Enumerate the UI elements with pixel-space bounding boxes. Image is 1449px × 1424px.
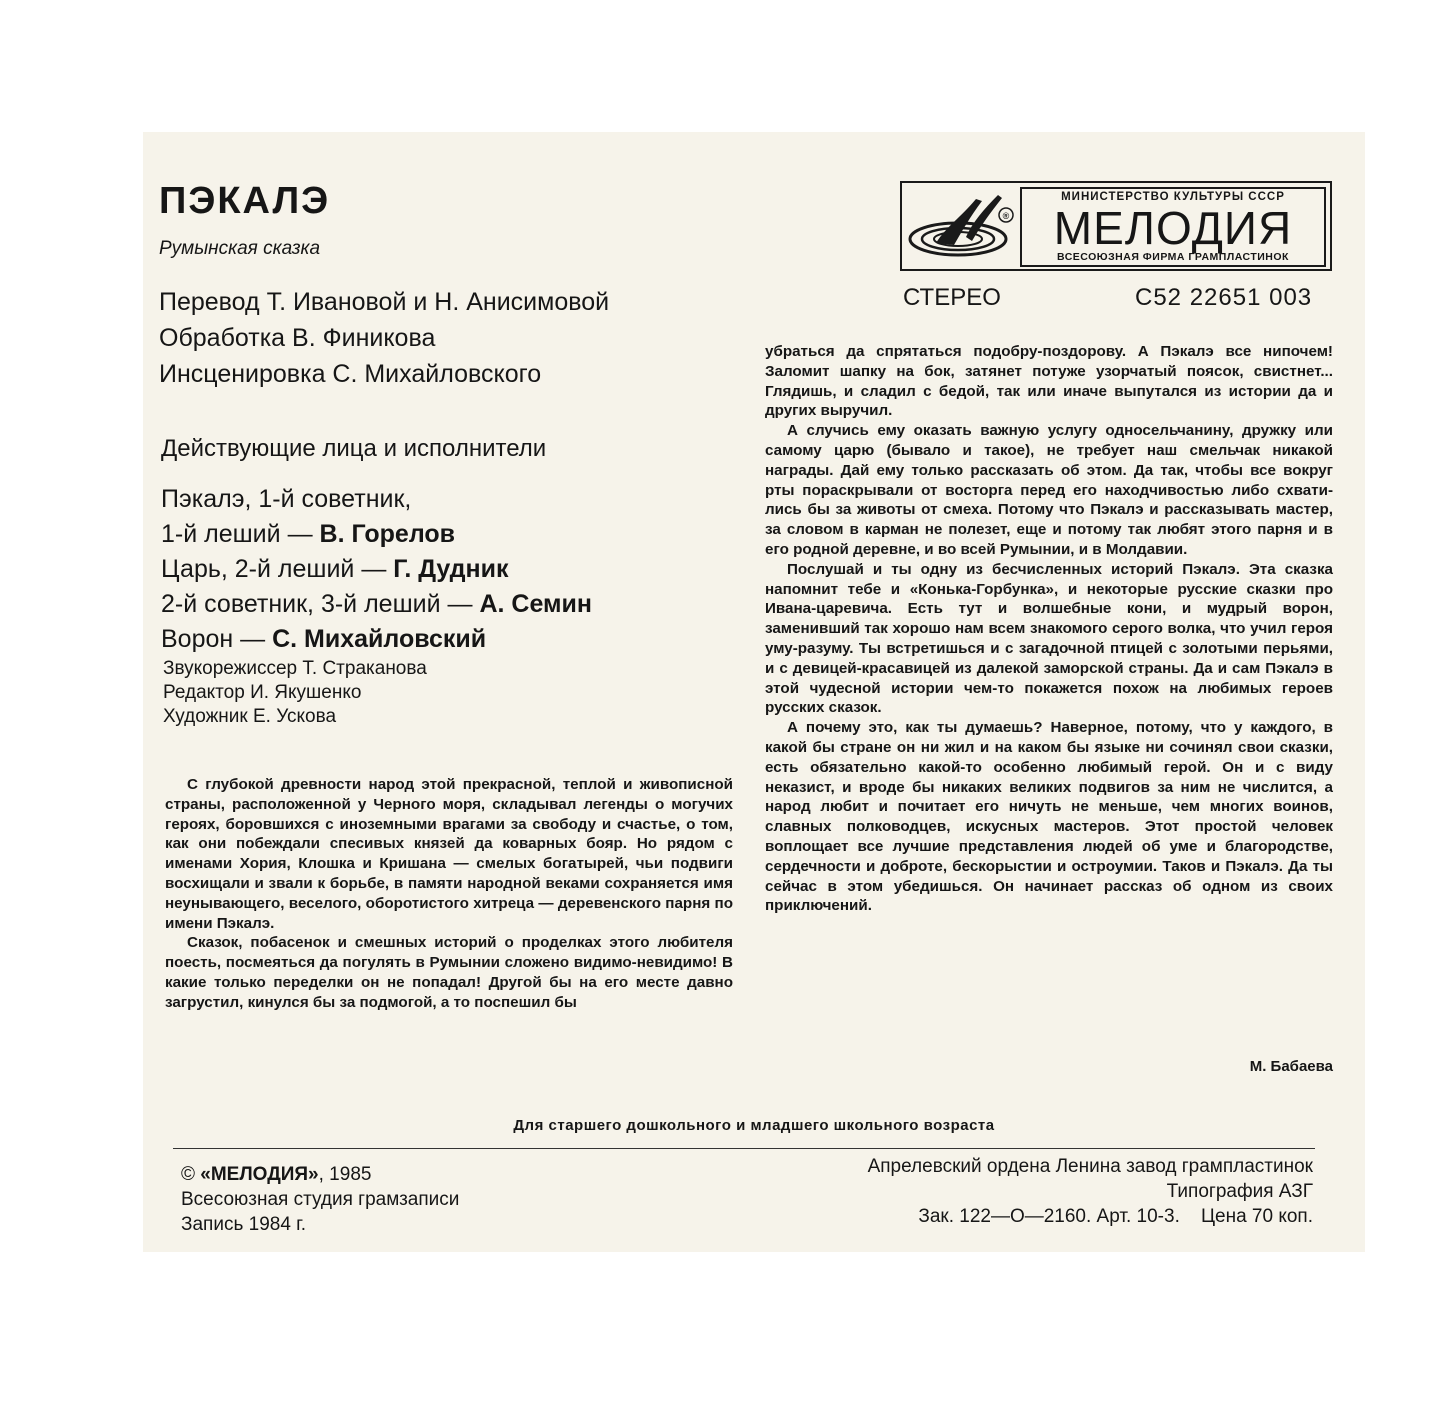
annotation-paragraph: А случись ему оказать важную услугу односельчанину, дружку или самому царю (бывало и такое), не требует наш смельчак никакой награды. Дай ему только рассказать об этом. Да так, чтобы все вокруг рты пораскрывали от восторга перед его находчивостью либо схватились бы за животы от смеха. Потому что Пэкалэ и рассказывать мастер, за словом в карман не полезет, еще и потому так любят этого парня и в его родной деревне, и во всей Румынии, и в Молдавии. xyxy=(765,422,1333,558)
melodiya-disc-icon xyxy=(906,187,1016,265)
credits-block xyxy=(159,284,609,392)
age-recommendation: Для старшего дошкольного и младшего школьного возраста xyxy=(513,1117,995,1134)
annotation-author: М. Бабаева xyxy=(1249,1058,1333,1075)
logo-text-box xyxy=(1020,187,1326,267)
cast-role: Царь, 2-й леший — xyxy=(161,555,394,583)
annotation-column-right xyxy=(765,342,1333,916)
registered-mark: ® xyxy=(1002,211,1010,221)
cast-role: Ворон — xyxy=(161,625,273,653)
logo-firm: ВСЕСОЮЗНАЯ ФИРМА ГРАМПЛАСТИНОК xyxy=(1057,251,1289,263)
footer-copyright xyxy=(181,1162,459,1237)
cast-line xyxy=(161,517,592,552)
cast-role: Пэкалэ, 1-й советник, xyxy=(161,485,412,513)
copyright-brand: «МЕЛОДИЯ» xyxy=(200,1164,319,1185)
annotation-paragraph: С глубокой древности народ этой прекрасной, теплой и живописной страны, расположенной у Черного моря, складывал легенды о могучих героях, боровшихся с иноземными врагами за свободу и счастье, о том, как они побеждали спесивых князей да коварных бояр. Но рядом с именами Хория, Клошка и Кришана — смелых богатырей, чьи подвиги восхищали и звали к борьбе, в памяти народной веками сохраняется имя неунывающего, веселого, оборотистого хитреца — деревенского парня по имени Пэкалэ. xyxy=(165,776,733,932)
cast-actor: Г. Дудник xyxy=(393,555,509,583)
crew-sound-engineer: Звукорежиссер Т. Страканова xyxy=(163,658,427,679)
recorded-line: Запись 1984 г. xyxy=(181,1214,307,1235)
logo-brand-name: МЕЛОДИЯ xyxy=(1053,202,1293,254)
footer-divider xyxy=(173,1148,1315,1149)
crew-list xyxy=(163,657,427,729)
annotation-paragraph: убраться да спрятаться подобру-поздорову. А Пэкалэ все нипочем! Заломит шапку на бок, затянет потуже узорчатый поясок, свистнет... Глядишь, и сладил с бедой, так или иначе выпутался из истории да и других выручил. xyxy=(765,343,1333,420)
cast-line xyxy=(161,552,592,587)
cast-actor: А. Семин xyxy=(479,590,593,618)
record-sleeve xyxy=(143,132,1365,1252)
cast-list xyxy=(161,482,592,657)
crew-artist: Художник Е. Ускова xyxy=(163,706,337,727)
cast-role: 1-й леший — xyxy=(161,520,320,548)
copyright-line xyxy=(181,1162,459,1187)
cast-heading: Действующие лица и исполнители xyxy=(161,435,547,462)
plant-line: Апрелевский ордена Ленина завод грампластинок xyxy=(867,1156,1313,1177)
annotation-column-left xyxy=(165,775,733,1013)
credit-translation: Перевод Т. Ивановой и Н. Анисимовой xyxy=(159,288,610,316)
annotation-paragraph: Сказок, побасенок и смешных историй о проделках этого любителя поесть, посмеяться да погулять в Румынии сложено видимо-невидимо! В какие только переделки он не попадал! Другой бы на его месте давно загрустил, кинулся бы за подмогой, а то поспешил бы xyxy=(165,934,733,1011)
stereo-label: СТЕРЕО xyxy=(903,284,1001,311)
credit-staging: Инсценировка С. Михайловского xyxy=(159,360,542,388)
cast-actor: С. Михайловский xyxy=(272,625,487,653)
record-title: ПЭКАЛЭ xyxy=(159,180,331,222)
logo-ministry: МИНИСТЕРСТВО КУЛЬТУРЫ СССР xyxy=(1061,191,1285,203)
annotation-paragraph: А почему это, как ты думаешь? Наверное, потому, что у каждого, в какой бы стране он ни жил и на каком бы языке ни сочинял свои сказки, есть обязательно какой-то особенно любимый герой. Он и с виду неказист, и вроде бы никаких великих подвигов за ним не числится, а народ любит и почитает его ничуть не меньше, чем многих воинов, славных полководцев, искусных мастеров. Этот простой человек воплощает все лучшие представления людей об уме и благородстве, сердечности и доброте, бескорыстии и остроумии. Таков и Пэкалэ. Да ты сейчас в этом убедишься. Он начинает рассказ об одном из своих приключений. xyxy=(765,719,1333,915)
cast-line xyxy=(161,622,592,657)
copyright-icon: © xyxy=(181,1164,195,1185)
studio-line: Всесоюзная студия грамзаписи xyxy=(181,1189,460,1210)
annotation-paragraph: Послушай и ты одну из бесчисленных историй Пэкалэ. Эта сказка напомнит тебе и «Конька-Горбунка», и некоторые русские сказки про Ивана-царевича. Есть тут и волшебные кони, и мудрый ворон, заменивший так хорошо нам всем знакомого серого волка, что учил героя уму-разуму. Ты встретишься и с загадочной птицей с золотыми перьями, и с девицей-красавицей из далекой заморской страны. Да и сам Пэкалэ в этой чудесной истории чем-то покажется похож на любимых героев русских сказок. xyxy=(765,560,1333,717)
cast-actor: В. Горелов xyxy=(319,520,456,548)
cast-line xyxy=(161,587,592,622)
order-price-line: Зак. 122—О—2160. Арт. 10-3. Цена 70 коп. xyxy=(918,1206,1313,1227)
copyright-year: , 1985 xyxy=(318,1164,372,1185)
catalog-number: С52 22651 003 xyxy=(1135,284,1313,311)
printing-line: Типография АЗГ xyxy=(1166,1181,1313,1202)
cast-line xyxy=(161,482,592,517)
credit-adaptation: Обработка В. Финикова xyxy=(159,324,436,352)
melodiya-logo xyxy=(900,181,1332,271)
record-subtitle: Румынская сказка xyxy=(159,238,321,259)
crew-editor: Редактор И. Якушенко xyxy=(163,682,362,703)
footer-print-info xyxy=(868,1154,1313,1229)
cast-role: 2-й советник, 3-й леший — xyxy=(161,590,480,618)
